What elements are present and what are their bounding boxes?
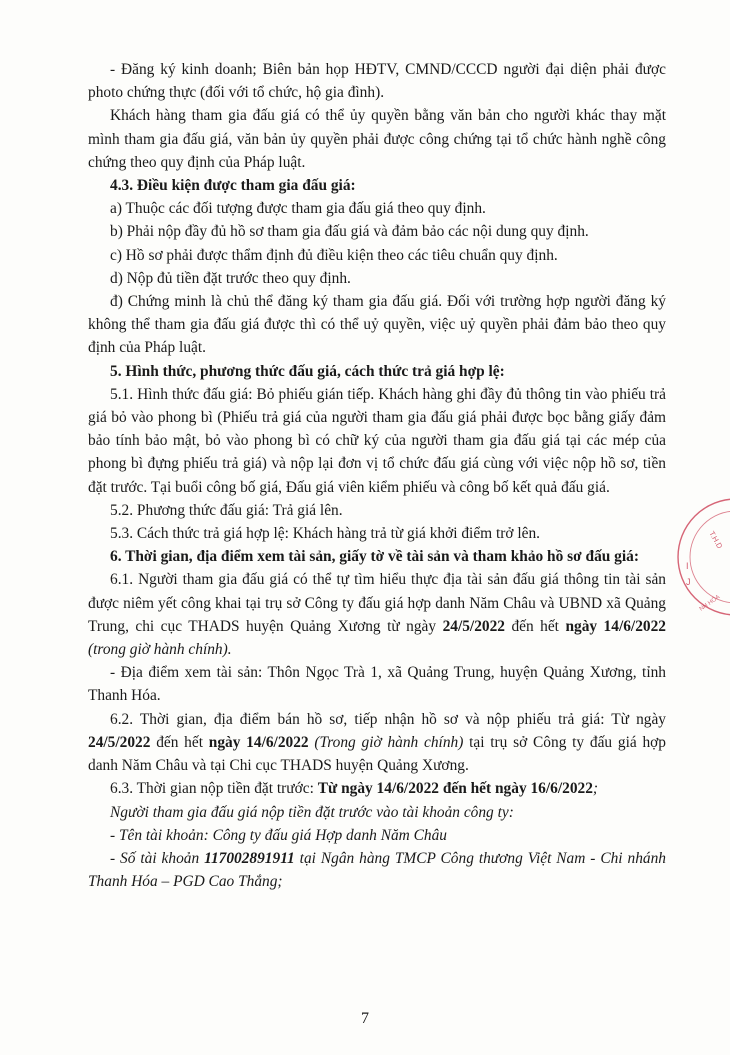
text-run: 5.1. Hình thức đấu giá: Bỏ phiếu gián tiếp. Khách hàng ghi đầy đủ thông tin vào phiếu trả giá bỏ vào phong bì (Phiếu trả giá của người tham gia đấu giá phải được bọc bằng giấy đảm bảo tính bảo mật, bỏ vào phong bì có chữ ký của người tham gia đấu giá tại các mép của phong bì đựng phiếu trả giá) và nộp lại đơn vị tổ chức đấu giá cùng với việc nộp hồ sơ, tiền đặt trước. Tại buổi công bố giá, Đấu giá viên kiểm phiếu và công bố kết quả đấu giá.: [88, 385, 666, 496]
text-run: 24/5/2022: [88, 733, 151, 751]
paragraph: [88, 58, 666, 104]
text-run: 4.3. Điều kiện được tham gia đấu giá:: [110, 177, 356, 195]
text-run: (trong giờ hành chính).: [88, 641, 232, 659]
text-run: 5.2. Phương thức đấu giá: Trả giá lên.: [110, 501, 343, 519]
text-run: Khách hàng tham gia đấu giá có thể ủy quyền bằng văn bản cho người khác thay mặt mình tham gia đấu giá, văn bản ủy quyền phải được công chứng tại tổ chức hành nghề công chứng theo quy định của Pháp luật.: [88, 107, 666, 171]
paragraph: [88, 383, 666, 499]
text-run: ngày 14/6/2022: [208, 733, 309, 751]
text-run: tại trụ sở Công ty đấu giá hợp danh Năm Châu và tại Chi cục THADS huyện Quảng Xương.: [88, 733, 666, 775]
text-run: - Địa điểm xem tài sản: Thôn Ngọc Trà 1, xã Quảng Trung, huyện Quảng Xương, tỉnh Thanh Hóa.: [88, 664, 666, 705]
svg-text:T.H.D: T.H.D: [707, 529, 725, 551]
paragraph: [88, 824, 666, 847]
paragraph: [88, 290, 666, 360]
paragraph: [88, 197, 666, 220]
text-run: c) Hồ sơ phải được thẩm định đủ điều kiện theo các tiêu chuẩn quy định.: [110, 246, 558, 264]
text-run: ;: [592, 780, 599, 798]
text-run: 5.3. Cách thức trả giá hợp lệ: Khách hàng trả từ giá khởi điểm trở lên.: [110, 525, 541, 543]
text-run: a) Thuộc các đối tượng được tham gia đấu giá theo quy định.: [110, 200, 486, 218]
text-run: - Số tài khoản: [110, 849, 205, 867]
paragraph: [88, 568, 666, 661]
paragraph: [88, 801, 666, 824]
text-run: 6.1. Người tham gia đấu giá có thể tự tìm hiểu thực địa tài sản đấu giá thông tin tài sản được niêm yết công khai tại trụ sở Công ty đấu giá hợp danh Năm Châu và UBND xã Quảng Trung, chi cục THADS huyện Quảng Xương từ ngày: [88, 571, 666, 635]
text-run: đ) Chứng minh là chủ thể đăng ký tham gia đấu giá. Đối với trường hợp người đăng ký không thể tham gia đấu giá được thì có thể uỷ quyền, việc uỷ quyền phải đảm bảo theo quy định của Pháp luật.: [88, 293, 666, 357]
paragraph: [88, 267, 666, 290]
document-body: [88, 58, 666, 893]
svg-text:NH HÓA: NH HÓA: [698, 594, 722, 613]
svg-text:I: I: [686, 561, 689, 571]
text-run: (Trong giờ hành chính): [314, 733, 464, 751]
svg-text:J: J: [686, 577, 691, 587]
paragraph: [88, 777, 666, 800]
text-run: Từ ngày 14/6/2022 đến hết ngày 16/6/2022: [317, 780, 593, 798]
text-run: 6. Thời gian, địa điểm xem tài sản, giấy tờ về tài sản và tham khảo hồ sơ đấu giá:: [110, 548, 639, 566]
text-run: b) Phải nộp đầy đủ hồ sơ tham gia đấu giá và đảm bảo các nội dung quy định.: [110, 223, 589, 241]
paragraph: [88, 499, 666, 522]
text-run: Người tham gia đấu giá nộp tiền đặt trước vào tài khoản công ty:: [110, 803, 514, 821]
paragraph: [88, 708, 666, 778]
red-seal-stamp: [676, 493, 730, 621]
paragraph: [88, 244, 666, 267]
paragraph: [88, 661, 666, 707]
text-run: đến hết: [504, 617, 566, 635]
text-run: 24/5/2022: [442, 617, 505, 635]
text-run: 5. Hình thức, phương thức đấu giá, cách thức trả giá hợp lệ:: [110, 362, 505, 380]
section-heading: [88, 545, 666, 568]
text-run: - Tên tài khoản: Công ty đấu giá Hợp danh Năm Châu: [110, 826, 447, 844]
text-run: - Đăng ký kinh doanh; Biên bản họp HĐTV, CMND/CCCD người đại diện phải được photo chứng thực (đối với tổ chức, hộ gia đình).: [88, 61, 666, 102]
section-heading: [88, 174, 666, 197]
text-run: 6.3. Thời gian nộp tiền đặt trước:: [110, 780, 318, 798]
paragraph: [88, 522, 666, 545]
text-run: đến hết: [150, 733, 209, 751]
text-run: tại Ngân hàng TMCP Công thương Việt Nam - Chi nhánh Thanh Hóa – PGD Cao Thắng;: [88, 849, 666, 891]
paragraph: [88, 104, 666, 174]
paragraph: [88, 220, 666, 243]
page-number: 7: [361, 1010, 369, 1027]
text-run: d) Nộp đủ tiền đặt trước theo quy định.: [110, 269, 351, 287]
text-run: ngày 14/6/2022: [565, 617, 666, 635]
section-heading: [88, 360, 666, 383]
text-run: 6.2. Thời gian, địa điểm bán hồ sơ, tiếp nhận hồ sơ và nộp phiếu trả giá: Từ ngày: [110, 710, 666, 728]
paragraph: [88, 847, 666, 893]
text-run: 117002891911: [204, 849, 295, 867]
